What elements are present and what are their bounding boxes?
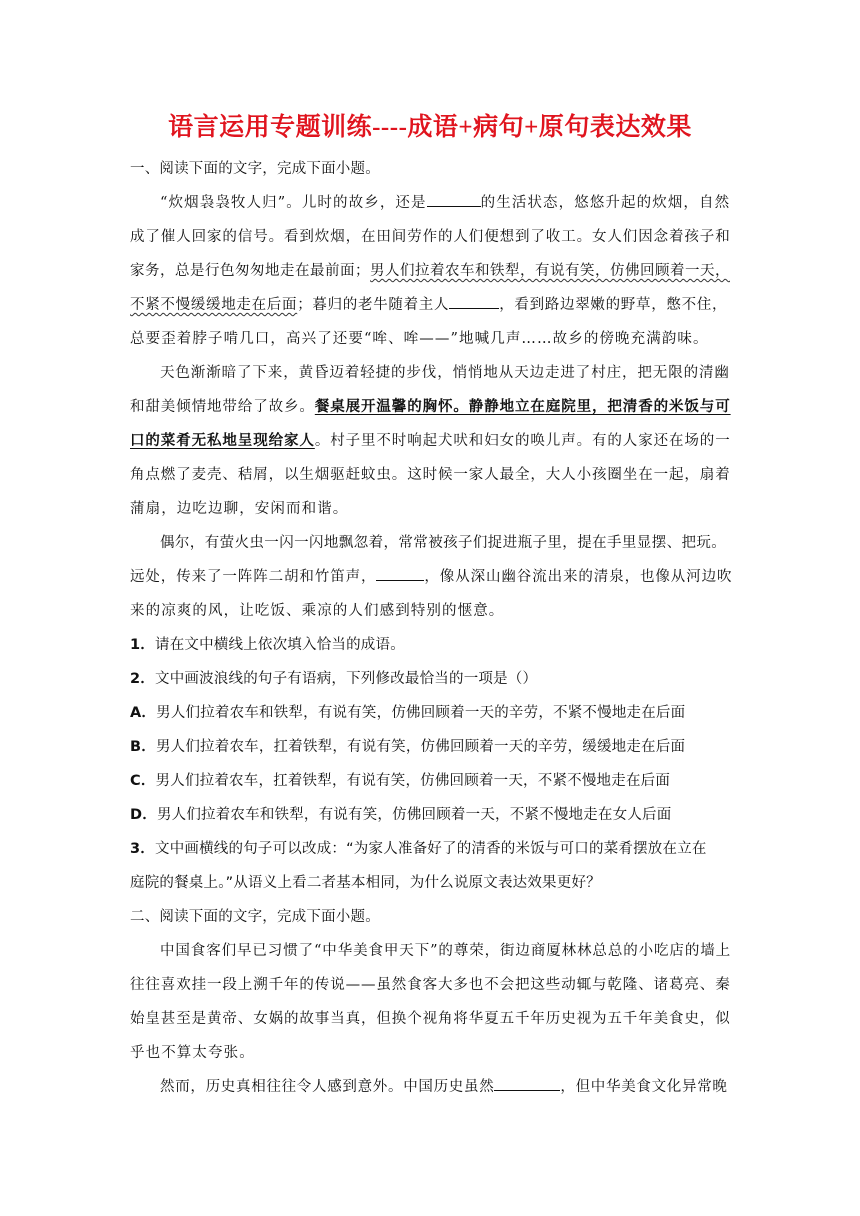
document-title: 语言运用专题训练----成语+病句+原句表达效果 [168, 114, 692, 141]
text-line: 往往喜欢挂一段上溯千年的传说——虽然食客大多也不会把这些动辄与乾隆、诸葛亮、秦 [130, 977, 731, 993]
text-line: 天色渐渐暗了下来，黄昏迈着轻捷的步伐，悄悄地从天边走进了村庄，把无限的清幽 [160, 365, 730, 381]
section-heading: 一、阅读下面的文字，完成下面小题。 [130, 161, 380, 177]
fill-blank-1 [427, 205, 481, 207]
question-2: 2．文中画波浪线的句子有语病，下列修改最恰当的一项是（） [130, 671, 538, 687]
option-c: C．男人们拉着农车，扛着铁犁，有说有笑，仿佛回顾着一天，不紧不慢地走在后面 [130, 773, 671, 789]
fill-blank-2 [449, 307, 499, 309]
question-1: 1．请在文中横线上依次填入恰当的成语。 [130, 637, 405, 653]
text-line: 总要歪着脖子啃几口，高兴了还要“哞、哞——”地喊几声……故乡的傍晚充满韵味。 [130, 331, 709, 347]
wavy-underlined-sentence: 男人们拉着农车和铁犁，有说有笑，仿佛回顾着一天， [370, 263, 730, 279]
passage-paragraph-2 [130, 356, 732, 526]
question-3-continued: 庭院的餐桌上。”从语义上看二者基本相同，为什么说原文表达效果更好？ [130, 875, 601, 891]
text-line: 中国食客们早已习惯了“中华美食甲天下”的尊荣，街边商厦林林总总的小吃店的墙上 [160, 943, 732, 959]
fill-blank-4 [494, 1089, 560, 1091]
passage-paragraph-4 [130, 934, 732, 1070]
underlined-sentence: 餐桌展开温馨的胸怀。静静地立在庭院里，把清香的米饭与可 [314, 398, 731, 415]
fill-blank-3 [376, 579, 424, 581]
underlined-sentence-end: 口的菜肴无私地呈现给家人 [130, 432, 315, 449]
passage-paragraph-5 [130, 1070, 732, 1104]
passage-paragraph-3 [130, 526, 732, 628]
text-line: 成了催人回家的信号。看到炊烟，在田间劳作的人们便想到了收工。女人们因念着孩子和 [130, 229, 731, 245]
text-line: 偶尔，有萤火虫一闪一闪地飘忽着，常常被孩子们捉进瓶子里，提在手里显摆、把玩。 [160, 535, 727, 551]
text-line: 远处，传来了一阵阵二胡和竹笛声， ，像从深山幽谷流出来的清泉，也像从河边吹 [130, 569, 733, 585]
text-line: “炊烟袅袅牧人归”。儿时的故乡，还是 的生活状态，悠悠升起的炊烟，自然 [160, 195, 731, 211]
text-line: 始皇甚至是黄帝、女娲的故事当真，但换个视角将华夏五千年历史视为五千年美食史，似 [130, 1011, 731, 1027]
text-line: 口的菜肴无私地呈现给家人。村子里不时响起犬吠和妇女的唤儿声。有的人家还在场的一 [130, 432, 731, 449]
section-heading: 二、阅读下面的文字，完成下面小题。 [130, 909, 380, 925]
text-line: 来的凉爽的风，让吃饭、乘凉的人们感到特别的惬意。 [130, 603, 505, 619]
text-line: 和甜美倾情地带给了故乡。餐桌展开温馨的胸怀。静静地立在庭院里，把清香的米饭与可 [130, 398, 731, 415]
text-line: 乎也不算太夸张。 [130, 1045, 255, 1061]
wavy-underlined-sentence-end: 不紧不慢缓缓地走在后面 [130, 297, 298, 313]
option-a: A．男人们拉着农车和铁犁，有说有笑，仿佛回顾着一天的辛劳，不紧不慢地走在后面 [130, 705, 686, 721]
question-3: 3．文中画横线的句子可以改成：“为家人准备好了的清香的米饭与可口的菜肴摆放在立在 [130, 841, 707, 857]
passage-paragraph-1 [130, 186, 732, 356]
text-line: 角点燃了麦壳、秸屑，以生烟驱赶蚊虫。这时候一家人最全，大人小孩圈坐在一起，扇着 [130, 467, 731, 483]
text-line: 不紧不慢缓缓地走在后面；暮归的老牛随着主人 ，看到路边翠嫩的野草，憋不住， [130, 297, 728, 313]
text-line: 蒲扇，边吃边聊，安闲而和谐。 [130, 501, 349, 517]
option-b: B．男人们拉着农车，扛着铁犁，有说有笑，仿佛回顾着一天的辛劳，缓缓地走在后面 [130, 739, 686, 755]
text-line: 然而，历史真相往往令人感到意外。中国历史虽然 ，但中华美食文化异常晚 [160, 1079, 728, 1095]
text-line: 家务，总是行色匆匆地走在最前面；男人们拉着农车和铁犁，有说有笑，仿佛回顾着一天， [130, 263, 730, 279]
option-d: D．男人们拉着农车和铁犁，有说有笑，仿佛回顾着一天，不紧不慢地走在女人后面 [130, 807, 672, 823]
document-body [130, 152, 732, 1104]
